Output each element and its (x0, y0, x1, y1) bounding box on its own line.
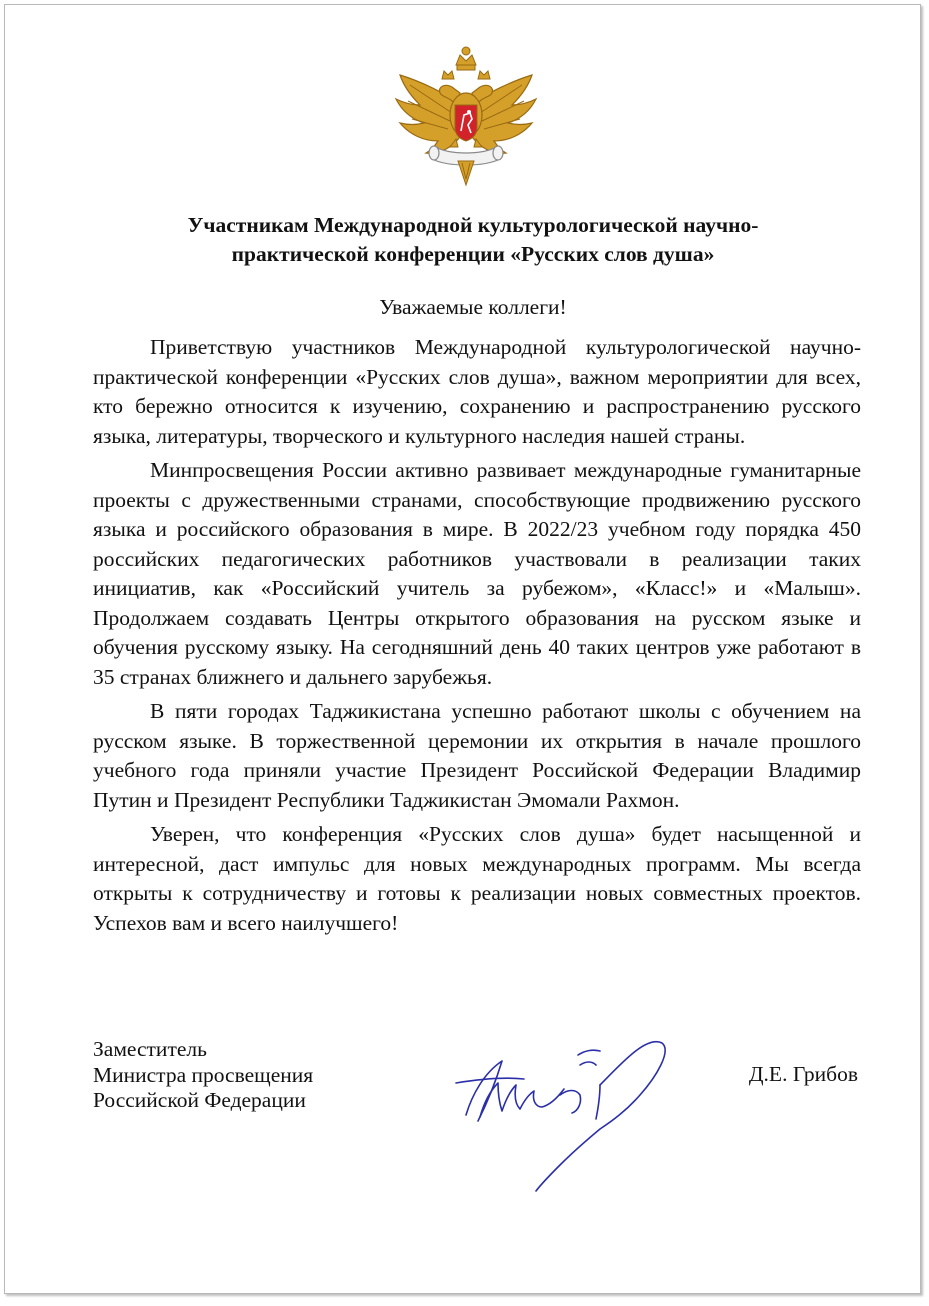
letter-greeting: Уважаемые коллеги! (379, 295, 567, 319)
handwritten-signature-icon (450, 1025, 690, 1200)
letter-body (93, 333, 861, 943)
signatory-position-line: Заместитель (93, 1037, 207, 1061)
letter-heading-line2: практической конференции «Русских слов душа» (231, 242, 715, 266)
letter-paragraph: Минпросвещения России активно развивает международные гуманитарные проекты с дружественными странами, способствующие продвижению русского языка и российского образования в мире. В 2022/23 учебном году порядка 450 российских педагогических работников участвовали в реализации таких инициатив, как «Российский учитель за рубежом», «Класс!» и «Малыш». Продолжаем создавать Центры открытого образования на русском языке и обучения русскому языку. На сегодняшний день 40 таких центров уже работают в 35 странах ближнего и дальнего зарубежья. (93, 458, 861, 689)
signatory-position-line: Министра просвещения (93, 1062, 314, 1087)
ministry-eagle-emblem-icon (386, 35, 546, 195)
letter-paragraph: Приветствую участников Международной культурологической научно-практической конференции «Русских слов душа», важном мероприятии для всех, кто бережно относится к изучению, сохранению и распространению русского языка, литературы, творческого и культурного наследия нашей страны. (93, 335, 861, 448)
signatory-position-line: Российской Федерации (93, 1088, 306, 1112)
letter-page (4, 4, 921, 1294)
letter-heading-line1: Участникам Международной культурологической научно- (187, 213, 759, 237)
letter-paragraph: Уверен, что конференция «Русских слов душа» будет насыщенной и интересной, даст импульс для новых международных программ. Мы всегда открыты к сотрудничеству и готовы к реализации новых совместных проектов. Успехов вам и всего наилучшего! (93, 822, 861, 935)
signatory-name: Д.Е. Грибов (748, 1062, 858, 1086)
letter-heading (95, 211, 851, 269)
signatory-position (93, 1037, 313, 1114)
letter-paragraph: В пяти городах Таджикистана успешно работают школы с обучением на русском языке. В торжественной церемонии их открытия в начале прошлого учебного года приняли участие Президент Российской Федерации Владимир Путин и Президент Республики Таджикистан Эмомали Рахмон. (93, 699, 861, 812)
